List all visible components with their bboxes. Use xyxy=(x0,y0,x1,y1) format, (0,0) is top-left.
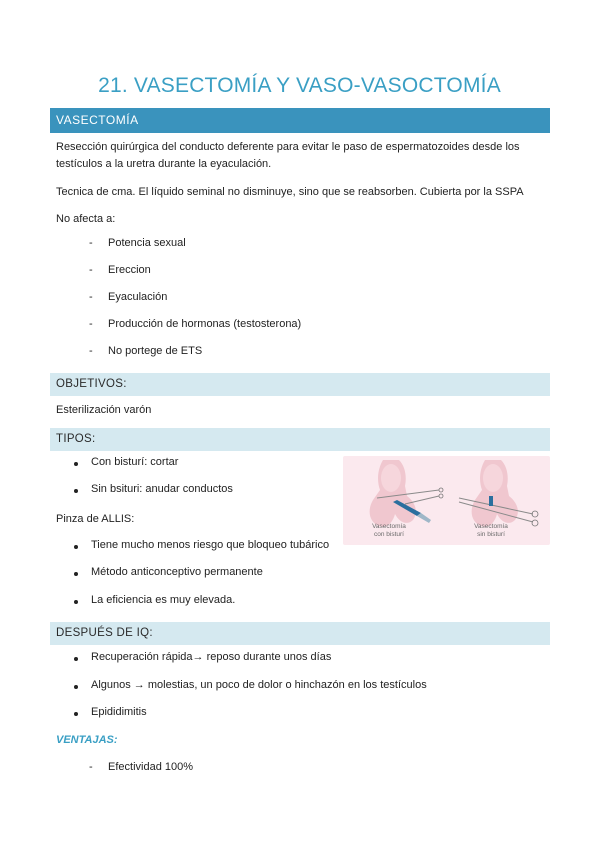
bullet-marker xyxy=(74,489,78,493)
no-afecta-item: No portege de ETS xyxy=(108,345,203,357)
no-afecta-item: Ereccion xyxy=(108,264,151,276)
dash-marker: - xyxy=(89,761,93,773)
objetivos-text: Esterilización varón xyxy=(56,404,152,416)
despues-item: Algunos → molestias, un poco de dolor o hinchazón en los testículos xyxy=(91,679,427,691)
pinza-item: Método anticonceptivo permanente xyxy=(91,566,263,578)
technique-paragraph: Tecnica de cma. El líquido seminal no disminuye, sino que se reabsorben. Cubierta por la SSPA xyxy=(56,186,524,198)
bullet-marker xyxy=(74,685,78,689)
bullet-marker xyxy=(74,545,78,549)
pinza-item: Tiene mucho menos riesgo que bloqueo tubárico xyxy=(91,539,330,551)
pinza-label: Pinza de ALLIS: xyxy=(56,513,135,525)
section-heading-vasectomia: VASECTOMÍA xyxy=(50,108,550,133)
bullet-marker xyxy=(74,572,78,576)
despues-item: Recuperación rápida→ reposo durante unos días xyxy=(91,651,332,663)
no-afecta-label: No afecta a: xyxy=(56,213,116,225)
no-afecta-item: Producción de hormonas (testosterona) xyxy=(108,318,302,330)
section-heading-tipos: TIPOS: xyxy=(50,428,550,451)
dash-marker: - xyxy=(89,291,93,303)
tipos-item: Sin bsituri: anudar conductos xyxy=(91,483,233,495)
ventajas-item: Efectividad 100% xyxy=(108,761,193,773)
intro-paragraph-line-1: Resección quirúrgica del conducto deferente para evitar le paso de espermatozoides desde los xyxy=(56,141,520,153)
figure-caption-right: Vasectomía sin bisturí xyxy=(474,523,508,538)
pinza-item: La eficiencia es muy elevada. xyxy=(91,594,236,606)
bullet-marker xyxy=(74,712,78,716)
dash-marker: - xyxy=(89,318,93,330)
vasectomy-illustration xyxy=(343,456,550,545)
dash-marker: - xyxy=(89,345,93,357)
section-heading-despues: DESPUÉS DE IQ: xyxy=(50,622,550,645)
dash-marker: - xyxy=(89,237,93,249)
figure-caption-left: Vasectomía con bisturí xyxy=(372,523,406,538)
no-afecta-item: Eyaculación xyxy=(108,291,168,303)
bullet-marker xyxy=(74,657,78,661)
dash-marker: - xyxy=(89,264,93,276)
ventajas-heading: VENTAJAS: xyxy=(56,734,118,746)
intro-paragraph-line-2: testículos a la uretra durante la eyaculación. xyxy=(56,158,272,170)
page-title: 21. VASECTOMÍA Y VASO-VASOCTOMÍA xyxy=(98,74,501,97)
despues-item: Epididimitis xyxy=(91,706,147,718)
bullet-marker xyxy=(74,462,78,466)
section-heading-objetivos: OBJETIVOS: xyxy=(50,373,550,396)
tipos-item: Con bisturí: cortar xyxy=(91,456,179,468)
bullet-marker xyxy=(74,600,78,604)
no-afecta-item: Potencia sexual xyxy=(108,237,186,249)
